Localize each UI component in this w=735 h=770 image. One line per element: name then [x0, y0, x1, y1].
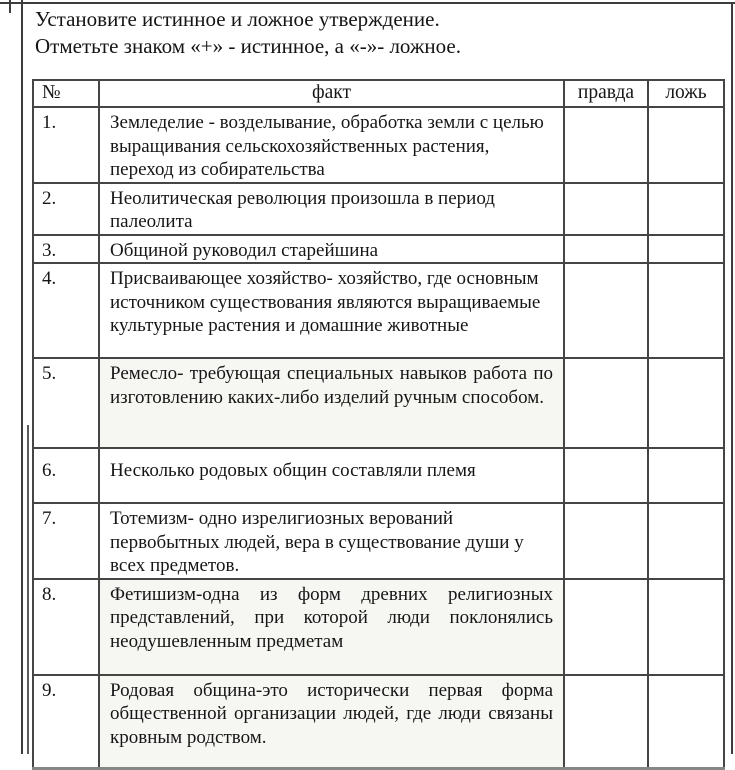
fact-text: Несколько родовых общин составляли племя: [99, 448, 564, 503]
table-row: [33, 579, 724, 675]
table-row: [33, 358, 724, 448]
truth-mark-cell[interactable]: [564, 448, 648, 503]
row-number: 3.: [33, 235, 99, 264]
row-number: 5.: [33, 358, 99, 448]
lie-mark-cell[interactable]: [648, 675, 724, 769]
lie-mark-cell[interactable]: [648, 183, 724, 235]
row-number: 7.: [33, 503, 99, 579]
truth-mark-cell[interactable]: [564, 263, 648, 358]
page-border-right-line: [731, 2, 733, 754]
table-row: [33, 448, 724, 503]
fact-text: Земледелие - возделывание, обработка земли с целью выращивания сельскохозяйственных растения, переход из собирательства: [99, 107, 564, 183]
table-row: [33, 675, 724, 769]
lie-mark-cell[interactable]: [648, 503, 724, 579]
page-border-top-line: [0, 2, 735, 4]
table-row: [33, 263, 724, 358]
lie-mark-cell[interactable]: [648, 579, 724, 675]
header-number: №: [33, 80, 99, 107]
lie-mark-cell[interactable]: [648, 263, 724, 358]
row-number: 6.: [33, 448, 99, 503]
lie-mark-cell[interactable]: [648, 235, 724, 264]
page-border-stub-line: [9, 0, 11, 13]
row-number: 2.: [33, 183, 99, 235]
fact-text: Тотемизм- одно изрелигиозных верований первобытных людей, вера в существование души у всех предметов.: [99, 503, 564, 579]
fact-table: [32, 79, 725, 770]
fact-text: Присваивающее хозяйство- хозяйство, где основным источником существования являются выращиваемые культурные растения и домашние животные: [99, 263, 564, 358]
table-row: [33, 235, 724, 264]
instruction-line-2: Отметьте знаком «+» - истинное, а «-»- ложное.: [35, 34, 461, 58]
page-border-left-line: [21, 0, 23, 754]
header-truth: правда: [564, 80, 648, 107]
table-row: [33, 107, 724, 183]
lie-mark-cell[interactable]: [648, 448, 724, 503]
row-number: 9.: [33, 675, 99, 769]
truth-mark-cell[interactable]: [564, 107, 648, 183]
page-border-left-inner-line: [27, 425, 29, 754]
row-number: 4.: [33, 263, 99, 358]
truth-mark-cell[interactable]: [564, 235, 648, 264]
fact-text: Неолитическая революция произошла в период палеолита: [99, 183, 564, 235]
fact-text: Фетишизм-одна из форм древних религиозных представлений, при которой люди поклонялись неодушевленным предметам: [99, 579, 564, 675]
fact-text: Общиной руководил старейшина: [99, 235, 564, 264]
truth-mark-cell[interactable]: [564, 358, 648, 448]
lie-mark-cell[interactable]: [648, 358, 724, 448]
task-instructions: [35, 6, 715, 60]
header-fact: факт: [99, 80, 564, 107]
fact-text: Ремесло- требующая специальных навыков работа по изготовлению каких-либо изделий ручным способом.: [99, 358, 564, 448]
table-row: [33, 503, 724, 579]
header-lie: ложь: [648, 80, 724, 107]
truth-mark-cell[interactable]: [564, 503, 648, 579]
row-number: 8.: [33, 579, 99, 675]
truth-mark-cell[interactable]: [564, 675, 648, 769]
truth-mark-cell[interactable]: [564, 183, 648, 235]
instruction-line-1: Установите истинное и ложное утверждение.: [35, 7, 440, 31]
truth-mark-cell[interactable]: [564, 579, 648, 675]
row-number: 1.: [33, 107, 99, 183]
lie-mark-cell[interactable]: [648, 107, 724, 183]
table-row: [33, 183, 724, 235]
fact-text: Родовая община-это исторически первая форма общественной организации людей, где люди связаны кровным родством.: [99, 675, 564, 769]
table-header-row: [33, 80, 724, 107]
